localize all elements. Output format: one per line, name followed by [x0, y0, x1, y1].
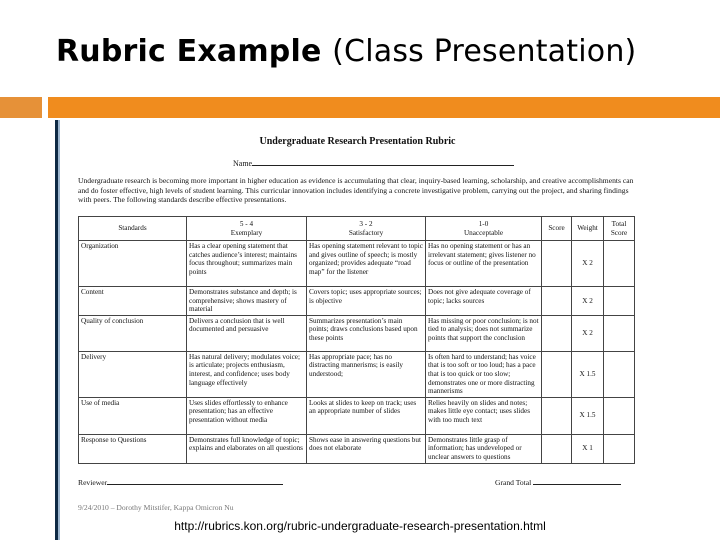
standard-cell: Content [79, 287, 187, 316]
reviewer-underline [107, 477, 283, 485]
standard-cell: Use of media [79, 397, 187, 434]
document-footer-note: 9/24/2010 – Dorothy Mitstifer, Kappa Omicron Nu [78, 503, 234, 512]
exemplary-cell: Demonstrates substance and depth; is comprehensive; shows mastery of material [187, 287, 307, 316]
score-cell [542, 315, 572, 351]
vertical-rule-light [58, 120, 60, 540]
accent-bar-left [0, 97, 42, 118]
score-cell [542, 434, 572, 463]
score-cell [542, 397, 572, 434]
exemplary-cell: Has natural delivery; modulates voice; is articulate; projects enthusiasm, interest, and confidence; uses body language effectively [187, 351, 307, 397]
reviewer-field [78, 477, 283, 487]
grand-total-field [495, 477, 621, 487]
unacceptable-cell: Is often hard to understand; has voice that is too soft or too loud; has a pace that is too quick or too slow; demonstrates one or more distracting mannerisms [426, 351, 542, 397]
table-row [79, 351, 635, 397]
header-weight: Weight [572, 217, 604, 241]
standard-cell: Response to Questions [79, 434, 187, 463]
satisfactory-cell: Has appropriate pace; has no distracting mannerisms; is easily understood; [307, 351, 426, 397]
weight-cell: X 2 [572, 241, 604, 287]
total-score-cell [604, 351, 635, 397]
score-cell [542, 241, 572, 287]
total-score-cell [604, 434, 635, 463]
weight-cell: X 1.5 [572, 351, 604, 397]
satisfactory-cell: Covers topic; uses appropriate sources; is objective [307, 287, 426, 316]
header-total-score: Total Score [604, 217, 635, 241]
rubric-document-image [75, 130, 640, 540]
name-underline [252, 158, 514, 166]
satisfactory-cell: Has opening statement relevant to topic and gives outline of speech; is mostly organized; provides adequate “road map” for the listener [307, 241, 426, 287]
unacceptable-cell: Relies heavily on slides and notes; makes little eye contact; uses slides with too much text [426, 397, 542, 434]
header-satisfactory: 3 - 2 Satisfactory [307, 217, 426, 241]
name-field [233, 158, 514, 168]
weight-cell: X 1 [572, 434, 604, 463]
slide-title-bold: Rubric Example [56, 34, 322, 69]
total-score-cell [604, 397, 635, 434]
table-row [79, 315, 635, 351]
weight-cell: X 1.5 [572, 397, 604, 434]
satisfactory-cell: Looks at slides to keep on track; uses an appropriate number of slides [307, 397, 426, 434]
grand-total-underline [533, 477, 621, 485]
exemplary-cell: Has a clear opening statement that catches audience’s interest; maintains focus throughout; summarizes main points [187, 241, 307, 287]
slide-title [56, 34, 636, 69]
table-row [79, 434, 635, 463]
table-row [79, 397, 635, 434]
unacceptable-cell: Does not give adequate coverage of topic; lacks sources [426, 287, 542, 316]
accent-bar-right [48, 97, 720, 118]
standard-cell: Quality of conclusion [79, 315, 187, 351]
rubric-table [78, 216, 635, 464]
rubric-title: Undergraduate Research Presentation Rubric [259, 136, 456, 147]
grand-total-label: Grand Total [495, 478, 532, 487]
table-row [79, 241, 635, 287]
header-score: Score [542, 217, 572, 241]
total-score-cell [604, 241, 635, 287]
exemplary-cell: Delivers a conclusion that is well documented and persuasive [187, 315, 307, 351]
satisfactory-cell: Summarizes presentation’s main points; draws conclusions based upon these points [307, 315, 426, 351]
table-header-row [79, 217, 635, 241]
weight-cell: X 2 [572, 287, 604, 316]
unacceptable-cell: Demonstrates little grasp of information; has undeveloped or unclear answers to questions [426, 434, 542, 463]
score-cell [542, 287, 572, 316]
table-row [79, 287, 635, 316]
exemplary-cell: Demonstrates full knowledge of topic; explains and elaborates on all questions [187, 434, 307, 463]
rubric-intro: Undergraduate research is becoming more important in higher education as evidence is accumulating that clear, inquiry-based learning, scholarship, and creative accomplishments can and do foster effective, high levels of student learning. This curricular innovation includes identifying a concrete investigative problem, carrying out the project, and sharing findings with peers. The following standards describe effective presentations. [78, 176, 634, 205]
exemplary-cell: Uses slides effortlessly to enhance presentation; has an effective presentation without media [187, 397, 307, 434]
standard-cell: Organization [79, 241, 187, 287]
source-url: http://rubrics.kon.org/rubric-undergraduate-research-presentation.html [174, 519, 546, 533]
total-score-cell [604, 287, 635, 316]
standard-cell: Delivery [79, 351, 187, 397]
total-score-cell [604, 315, 635, 351]
name-label: Name [233, 159, 253, 168]
slide-title-rest: (Class Presentation) [332, 34, 637, 69]
unacceptable-cell: Has no opening statement or has an irrelevant statement; gives listener no focus or outline of the presentation [426, 241, 542, 287]
unacceptable-cell: Has missing or poor conclusion; is not tied to analysis; does not summarize points that support the conclusion [426, 315, 542, 351]
header-unacceptable: 1-0 Unacceptable [426, 217, 542, 241]
score-cell [542, 351, 572, 397]
header-standards: Standards [79, 217, 187, 241]
satisfactory-cell: Shows ease in answering questions but does not elaborate [307, 434, 426, 463]
weight-cell: X 2 [572, 315, 604, 351]
header-exemplary: 5 - 4 Exemplary [187, 217, 307, 241]
reviewer-label: Reviewer [78, 478, 108, 487]
